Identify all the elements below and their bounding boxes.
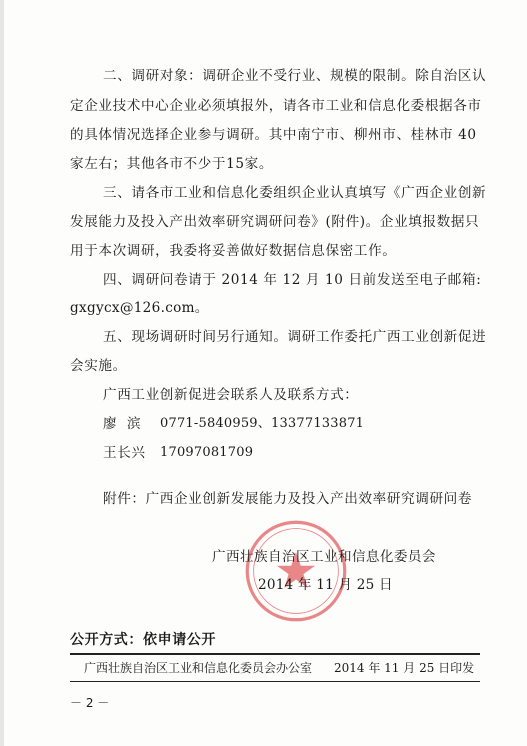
para-2-line-2: 定企业技术中心企业必须填报外，请各市工业和信息化委根据各市 (70, 98, 482, 114)
official-seal (243, 518, 349, 624)
para-2-line-4: 家左右；其他各市不少于15家。 (70, 156, 274, 172)
para-4-line-1: 四、调研问卷请于 2014 年 12 月 10 日前发送至电子邮箱: (103, 272, 482, 288)
signature-org: 广西壮族自治区工业和信息化委员会 (212, 549, 436, 565)
footer-office: 广西壮族自治区工业和信息化委员会办公室 (84, 661, 313, 675)
seal-graphic (243, 518, 349, 624)
footer-bottom-rule (70, 681, 480, 682)
para-3-line-1: 三、请各市工业和信息化委组织企业认真填写《广西企业创新 (103, 185, 487, 201)
contact-1-phone: 0771-5840959、13377133871 (160, 416, 365, 431)
attachment-line: 附件：广西企业创新发展能力及投入产出效率研究调研问卷 (103, 491, 473, 507)
para-5-line-2: 会实施。 (70, 358, 127, 374)
email-address: gxgycx@126.com。 (70, 300, 209, 316)
scan-edge (0, 0, 4, 746)
contact-title: 广西工业创新促进会联系人及联系方式： (103, 387, 359, 403)
para-2-line-3: 的具体情况选择企业参与调研。其中南宁市、柳州市、桂林市 40 (70, 127, 477, 143)
page-number: － 2 － (70, 696, 110, 710)
contact-1-name: 廖 滨 (103, 416, 142, 432)
footer-print-date: 2014 年 11 月 25 日印发 (334, 661, 475, 675)
para-3-line-3: 用于本次调研，我委将妥善做好数据信息保密工作。 (70, 243, 397, 259)
para-5-line-1: 五、现场调研时间另行通知。调研工作委托广西工业创新促进 (103, 329, 487, 345)
signature-date: 2014 年 11 月 25 日 (258, 577, 393, 593)
para-3-line-2: 发展能力及投入产出效率研究调研问卷》(附件)。企业填报数据只 (70, 214, 480, 230)
contact-2-phone: 17097081709 (160, 445, 254, 460)
para-2-line-1: 二、调研对象：调研企业不受行业、规模的限制。除自治区认 (103, 68, 487, 84)
contact-2-name: 王长兴 (103, 445, 146, 461)
disclosure-method: 公开方式：依申请公开 (70, 632, 216, 648)
footer-top-rule (70, 653, 480, 655)
